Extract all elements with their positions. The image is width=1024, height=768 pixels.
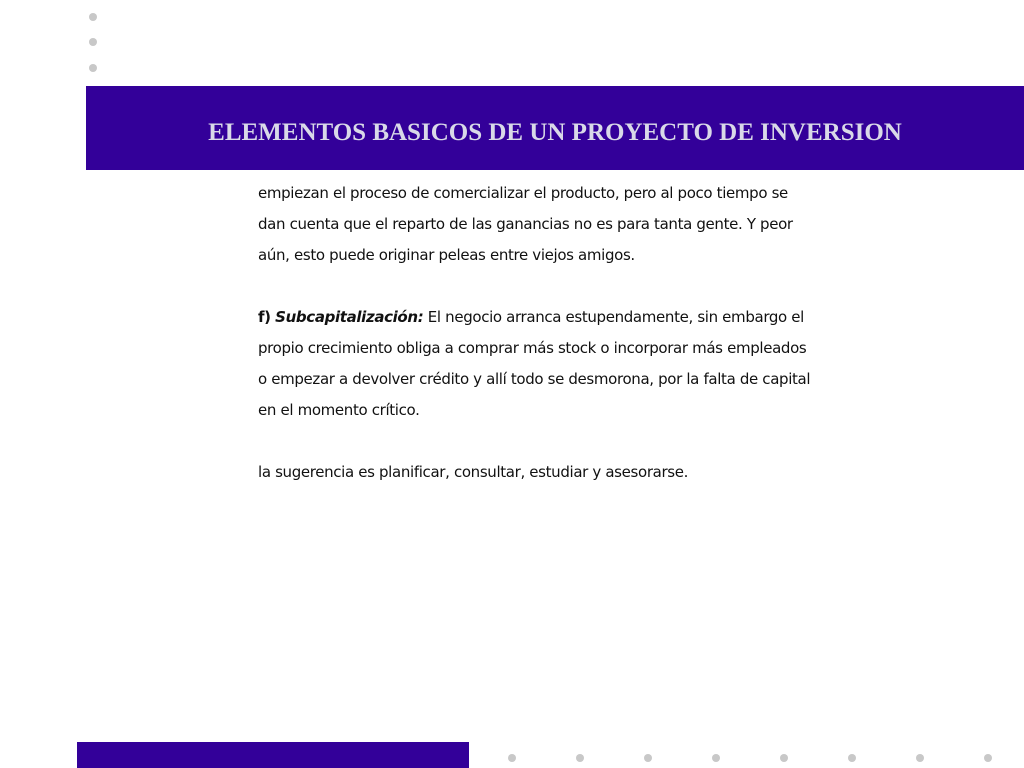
term-label: Subcapitalización: <box>275 308 424 326</box>
text-line: dan cuenta que el reparto de las ganancias no es para tanta gente. Y peor <box>258 215 793 233</box>
decorative-dot <box>508 754 516 762</box>
footer-bar <box>77 742 469 768</box>
text-line: la sugerencia es planificar, consultar, estudiar y asesorarse. <box>258 463 689 481</box>
paragraph-3 <box>258 457 878 488</box>
decorative-dot <box>780 754 788 762</box>
item-label: f) <box>258 308 271 326</box>
decorative-dot <box>644 754 652 762</box>
decorative-dot <box>984 754 992 762</box>
text-line <box>258 302 878 333</box>
text-fragment: El negocio arranca estupendamente, sin embargo el <box>427 308 804 326</box>
decorative-dot <box>916 754 924 762</box>
decorative-dot <box>712 754 720 762</box>
paragraph-2 <box>258 302 878 426</box>
decorative-dot <box>89 64 97 72</box>
text-line: aún, esto puede originar peleas entre viejos amigos. <box>258 246 635 264</box>
decorative-dot <box>576 754 584 762</box>
text-line: propio crecimiento obliga a comprar más stock o incorporar más empleados <box>258 339 807 357</box>
decorative-dot <box>848 754 856 762</box>
slide-title: ELEMENTOS BASICOS DE UN PROYECTO DE INVERSION <box>208 119 902 146</box>
decorative-dot <box>89 13 97 21</box>
text-line: o empezar a devolver crédito y allí todo se desmorona, por la falta de capital <box>258 370 811 388</box>
decorative-dot <box>89 38 97 46</box>
text-line: en el momento crítico. <box>258 401 420 419</box>
text-line: empiezan el proceso de comercializar el producto, pero al poco tiempo se <box>258 184 788 202</box>
slide-body <box>258 178 878 519</box>
paragraph-1 <box>258 178 878 271</box>
